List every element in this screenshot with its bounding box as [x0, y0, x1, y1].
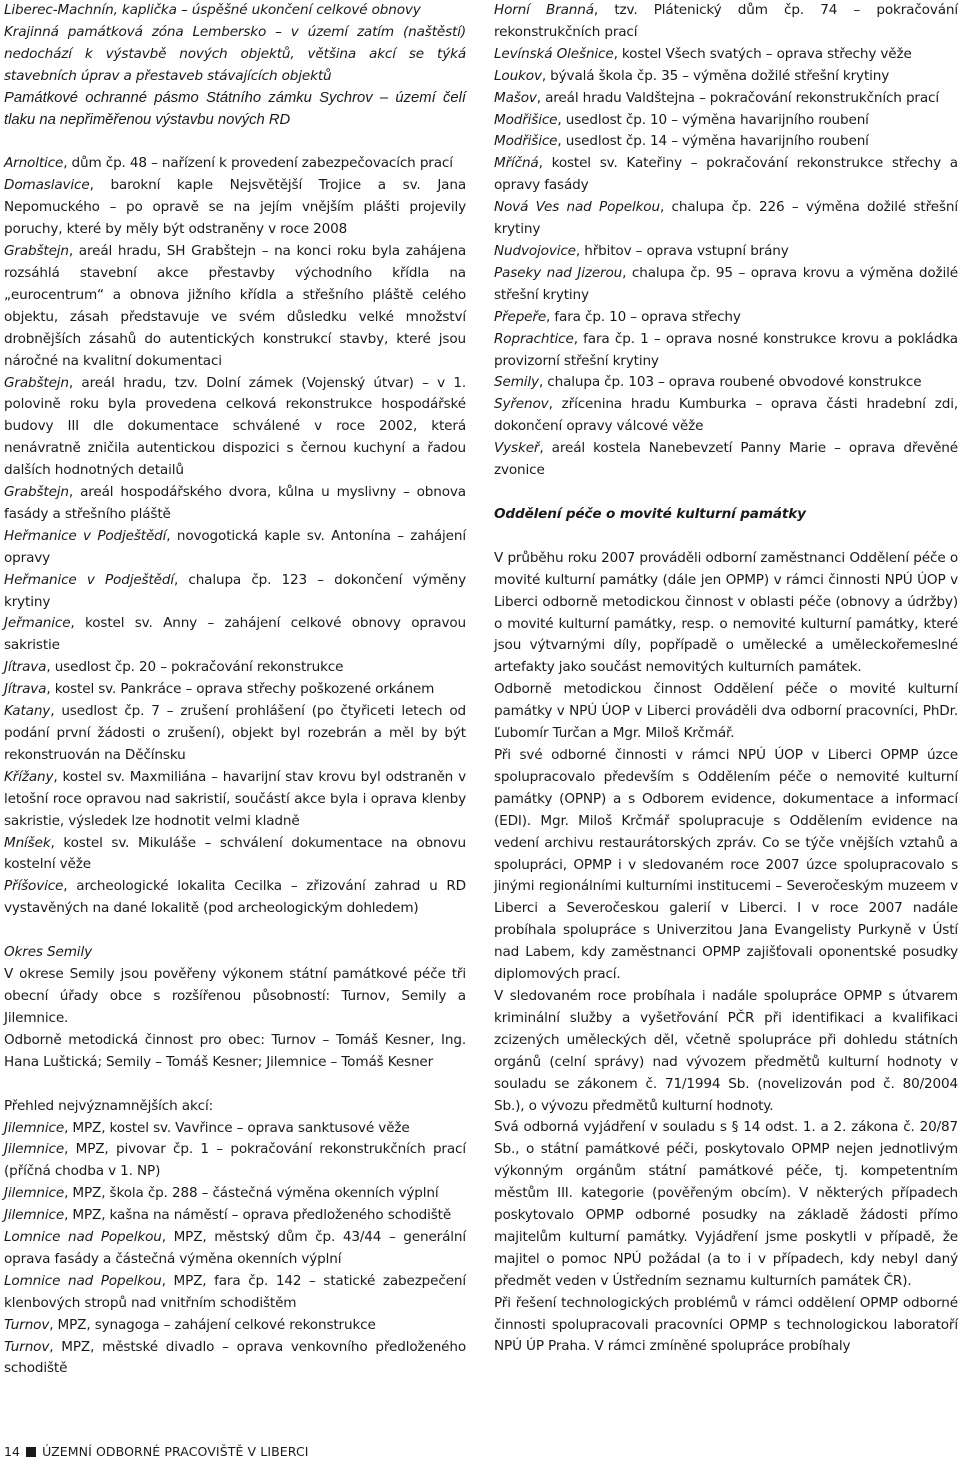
place-name: Jilemnice: [4, 1207, 65, 1224]
item-description: , kostel sv. Kateřiny – pokračování rekonstrukce střechy a opravy fasády: [494, 155, 958, 194]
place-name: Loukov: [494, 67, 542, 84]
item-description: , areál kostela Nanebevzetí Panny Marie – oprava dřevěné zvonice: [494, 440, 958, 479]
place-name: Grabštejn: [4, 374, 69, 391]
item-description: , chalupa čp. 123 – dokončení výměny krytiny: [4, 571, 467, 610]
item-description: , areál hradu Valdštejna – pokračování rekonstrukčních prací: [536, 89, 939, 106]
place-name: Arnoltice: [4, 155, 64, 172]
list-item: [4, 657, 466, 679]
item-description: , hřbitov – oprava vstupní brány: [575, 242, 789, 259]
place-name: Lomnice nad Popelkou: [4, 1272, 162, 1289]
place-name: Paseky nad Jizerou: [494, 264, 623, 281]
right-column: [494, 0, 958, 1358]
list-item: [494, 110, 958, 132]
item-description: , novogotická kaple sv. Antonína – zahájení opravy: [4, 527, 466, 566]
list-item: [4, 1271, 466, 1315]
list-item: [4, 1183, 466, 1205]
list-item: [4, 1337, 466, 1381]
place-name: Heřmanice v Podještědí: [4, 571, 174, 588]
page-number: 14: [4, 1444, 21, 1459]
list-item: [494, 307, 958, 329]
place-name: Jilemnice: [4, 1185, 65, 1202]
list-item: [4, 679, 466, 701]
place-name: Křížany: [4, 768, 54, 785]
district-paragraph: V okrese Semily jsou pověřeny výkonem státní památkové péče tři obecní úřady obce s rozšířenou působností: Turnov, Semily a Jilemnice.: [4, 966, 466, 1026]
list-item: [494, 153, 958, 197]
item-description: , chalupa čp. 103 – oprava roubené obvodové konstrukce: [538, 374, 922, 391]
place-name: Lomnice nad Popelkou: [4, 1229, 162, 1246]
list-item: [4, 153, 466, 175]
intro-line: Krajinná památková zóna Lembersko – v území zatím (naštěstí) nedochází k výstavbě nových objektů, většina akcí se týká stavebních úprav a přestaveb stávajících objektů: [4, 23, 466, 84]
monument-list: [4, 1118, 466, 1381]
item-description: , areál hradu, SH Grabštejn – na konci roku byla zahájena rozsáhlá stavební akce přestavby východního křídla na „eurocentrum“ a obnova jižního křídla a střešního pláště celého objektu, zásah představuje ve svém důsledku velké množství drobnějších zásahů do autentických konstrukcí stavby, které jsou náročné na kvalitní dokumentaci: [4, 243, 466, 369]
district-heading: Okres Semily: [4, 944, 92, 961]
list-item: [4, 1315, 466, 1337]
body-paragraph: V průběhu roku 2007 prováděli odborní zaměstnanci Oddělení péče o movité kulturní památky (dále jen OPMP) v rámci činnosti NPÚ ÚOP v Liberci odborně metodickou činnost v oblasti péče (obnovy a údržby) o movité kulturní památky, resp. o nemovité kulturní památky, které jsou výtvarnými díly, popřípadě o umělecké a uměleckořemeslné artefakty jako součást nemovitých kulturních památek.: [494, 549, 958, 676]
list-item: [4, 373, 466, 483]
list-item: [494, 263, 958, 307]
item-description: , kostel sv. Pankráce – oprava střechy poškozené orkánem: [46, 681, 435, 698]
list-item: [4, 175, 466, 241]
item-description: , usedlost čp. 10 – výměna havarijního roubení: [557, 111, 869, 128]
item-description: , bývalá škola čp. 35 – výměna dožilé střešní krytiny: [541, 67, 890, 84]
spacer: [494, 482, 958, 504]
body-paragraph: Při řešení technologických problémů v rámci oddělení OPMP odborné činnosti spolupracovali pracovníci OPMP s technologickou laboratoří NPÚ ÚP Praha. V rámci zmíněné spolupráce probíhaly: [494, 1294, 958, 1355]
item-description: , barokní kaple Nejsvětější Trojice a sv. Jana Nepomuckého – po opravě se na jejím vnějším plášti projevily poruchy, které by měly být odstraněny v roce 2008: [4, 177, 466, 238]
item-description: , kostel sv. Maxmiliána – havarijní stav krovu byl odstraněn v letošní roce opravou nad sakristií, součástí akce byla i oprava klenby sakristie, výsledek lze hodnotit velmi kladně: [4, 768, 466, 829]
monument-list: [4, 153, 466, 920]
list-item: [4, 1118, 466, 1140]
place-name: Semily: [494, 374, 539, 391]
list-item: [4, 613, 466, 657]
place-name: Horní Branná: [494, 2, 594, 18]
place-name: Jilemnice: [4, 1119, 65, 1136]
body-paragraph: V sledovaném roce probíhala i nadále spolupráce OPMP s útvarem kriminální služby a vyšetřování PČR při identifikaci a kvalifikaci zcizených uměleckých děl, včetně spolupráce při dohledu státních orgánů (celní správy) nad vývozem předmětů kulturní hodnoty v souladu se zákonem č. 71/1994 Sb. (novelizován pod č. 80/2004 Sb.), o vývozu předmětů kulturní hodnoty.: [494, 987, 958, 1114]
place-name: Syřenov: [494, 396, 549, 413]
place-name: Nová Ves nad Popelkou: [494, 199, 660, 216]
place-name: Turnov: [4, 1338, 50, 1355]
list-item: [4, 1227, 466, 1271]
place-name: Levínská Olešnice: [494, 45, 614, 62]
place-name: Mníšek: [4, 834, 51, 851]
list-item: [494, 241, 958, 263]
list-item: [494, 197, 958, 241]
item-description: , archeologické lokalita Cecilka – zřizování zahrad u RD vystavěných na dané lokalitě (pod archeologickým dohledem): [4, 878, 466, 917]
list-item: [4, 876, 466, 920]
spacer: [4, 131, 466, 153]
item-description: , chalupa čp. 226 – výměna dožilé střešní krytiny: [494, 199, 958, 238]
place-name: Příšovice: [4, 878, 64, 895]
list-item: [4, 701, 466, 767]
list-item: [4, 570, 466, 614]
place-name: Nudvojovice: [494, 242, 576, 259]
item-description: , MPZ, pivovar čp. 1 – pokračování rekonstrukčních prací (příčná chodba v 1. NP): [4, 1141, 466, 1180]
list-item: [494, 329, 958, 373]
place-name: Turnov: [4, 1316, 50, 1333]
place-name: Mašov: [494, 89, 537, 106]
place-name: Roprachtice: [494, 330, 574, 347]
place-name: Grabštejn: [4, 243, 69, 260]
list-item: [494, 88, 958, 110]
body-paragraph: Svá odborná vyjádření v souladu s § 14 odst. 1. a 2. zákona č. 20/87 Sb., o státní památkové péči, poskytovalo OPMP nejen jednotlivým výkonným orgánům státní památkové péče, tj. kompetentním městům III. kategorie (pověřeným obcím). V některých případech poskytovalo OPMP odborné posudky na základě žádosti přímo majitelům kulturní památky. Vyjádření jsme poskytli v případě, že majitel o pomoc NPÚ požádal (a to i v případech, kdy nebyl daný předmět veden v Ústředním seznamu kulturních památek ČR).: [494, 1119, 958, 1289]
list-item: [4, 767, 466, 833]
item-description: , dům čp. 48 – nařízení k provedení zabezpečovacích prací: [63, 155, 453, 172]
place-name: Modřišice: [494, 111, 558, 128]
item-description: , MPZ, městský dům čp. 43/44 – generální oprava fasády a částečná výměna okenních výplní: [4, 1229, 466, 1267]
page-footer: [4, 1444, 309, 1460]
list-item: [494, 438, 958, 482]
item-description: , zřícenina hradu Kumburka – oprava části hradební zdi, dokončení opravy válcové věže: [494, 396, 958, 435]
district-paragraph: Odborně metodická činnost pro obec: Turnov – Tomáš Kesner, Ing. Hana Luštická; Semily – Tomáš Kesner; Jilemnice – Tomáš Kesner: [4, 1031, 466, 1070]
item-description: , chalupa čp. 95 – oprava krovu a výměna dožilé střešní krytiny: [494, 264, 958, 303]
list-item: [4, 526, 466, 570]
spacer: [4, 920, 466, 942]
intro-line: Liberec-Machnín, kaplička – úspěšné ukončení celkové obnovy: [4, 2, 421, 18]
list-item: [494, 394, 958, 438]
spacer: [4, 1074, 466, 1096]
list-item: [4, 833, 466, 877]
body-paragraph: Odborně metodickou činnost Oddělení péče o movité kulturní památky v NPÚ ÚOP v Liberci prováděli dva odborní pracovníci, PhDr. Ľubomír Turčan a Mgr. Miloš Krčmář.: [494, 681, 958, 742]
list-item: [494, 44, 958, 66]
place-name: Mříčná: [494, 155, 539, 172]
item-description: , usedlost čp. 14 – výměna havarijního roubení: [557, 133, 869, 150]
left-column: [4, 0, 466, 1380]
footer-section-title: ÚZEMNÍ ODBORNÉ PRACOVIŠTĚ V LIBERCI: [42, 1444, 309, 1459]
item-description: , areál hradu, tzv. Dolní zámek (Vojenský útvar) – v 1. polovině roku byla provedena celková rekonstrukce hospodářské budovy III dle dokumentace schválené v roce 2002, která nenávratně zničila autentickou dispozici s černou kuchyní a řadou dalších hodnotných detailů: [4, 374, 466, 479]
place-name: Jeřmanice: [4, 615, 71, 632]
item-description: , MPZ, fara čp. 142 – statické zabezpečení klenbových stropů nad vnitřním schodištěm: [4, 1272, 467, 1311]
intro-line: Památkové ochranné pásmo Státního zámku Sychrov – území čelí tlaku na nepřiměřenou výstavbu nových RD: [4, 89, 466, 128]
place-name: Vyskeř: [494, 440, 540, 457]
place-name: Jilemnice: [4, 1141, 65, 1158]
place-name: Grabštejn: [4, 484, 69, 501]
item-description: , fara čp. 10 – oprava střechy: [546, 308, 741, 325]
place-name: Heřmanice v Podještědí: [4, 527, 167, 544]
place-name: Modřišice: [494, 133, 558, 150]
list-item: [494, 372, 958, 394]
item-description: , MPZ, škola čp. 288 – částečná výměna okenních výplní: [64, 1185, 439, 1202]
place-name: Liberec-Machnín: [4, 2, 114, 18]
item-description: , MPZ, městské divadlo – oprava venkovního předloženého schodiště: [4, 1338, 466, 1377]
monument-list: [494, 0, 958, 482]
list-item: [494, 0, 958, 44]
place-name: Přepeře: [494, 308, 547, 325]
place-name: Jítrava: [4, 681, 47, 698]
item-description: , kostel sv. Anny – zahájení celkové obnovy opravou sakristie: [4, 615, 466, 654]
item-description: , kostel Všech svatých – oprava střechy věže: [613, 45, 912, 62]
place-name: Jítrava: [4, 659, 47, 676]
place-name: Domaslavice: [4, 177, 90, 194]
list-item: [4, 1139, 466, 1183]
item-description: , usedlost čp. 7 – zrušení prohlášení (po čtyřiceti letech od podání první žádosti o zrušení), objekt byl rozebrán a měl by být rekonstruován na Děčínsku: [4, 703, 466, 763]
item-description: , fara čp. 1 – oprava nosné konstrukce krovu a pokládka provizorní střešní krytiny: [494, 330, 958, 369]
list-item: [4, 1205, 466, 1227]
list-item: [494, 131, 958, 153]
item-description: , MPZ, synagoga – zahájení celkové rekonstrukce: [49, 1316, 376, 1333]
list-item: [494, 66, 958, 88]
item-description: , usedlost čp. 20 – pokračování rekonstrukce: [46, 659, 344, 676]
list-item: [4, 241, 466, 372]
item-description: , MPZ, kostel sv. Vavřince – oprava sanktusové věže: [64, 1119, 410, 1136]
square-bullet-icon: [26, 1447, 36, 1457]
item-description: , tzv. Plátenický dům čp. 74 – pokračování rekonstrukčních prací: [494, 2, 958, 40]
place-name: Katany: [4, 703, 51, 720]
item-description: , kostel sv. Mikuláše – schválení dokumentace na obnovu kostelní věže: [4, 834, 466, 873]
list-item: [4, 482, 466, 526]
item-description: , areál hospodářského dvora, kůlna u myslivny – obnova fasády a střešního pláště: [4, 484, 466, 522]
section-heading: Oddělení péče o movité kulturní památky: [494, 505, 806, 522]
body-paragraph: Při své odborné činnosti v rámci NPÚ ÚOP v Liberci OPMP úzce spolupracovalo především s Oddělením péče o nemovité kulturní památky (OPNP) a s Odborem evidence, dokumentace a informací (EDI). Mgr. Miloš Krčmář spolupracuje s Oddělením evidence na vedení archivu restaurátorských zpráv. Co se týče vnějších vztahů a spolupráci, OPMP i v sledovaném roce 2007 úzce spolupracovalo s jinými regionálními kulturními institucemi – Severočeským muzeem v Liberci a Severočeskou galerií v Liberci. I v roce 2007 nadále probíhala spolupráce s Univerzitou Jana Evangelisty Purkyně v Ústí nad Labem, kdy zaměstnanci OPMP zajišťovali oponentské posudky diplomových prací.: [494, 747, 958, 983]
spacer: [494, 526, 958, 548]
overview-heading: Přehled nejvýznamnějších akcí:: [4, 1097, 214, 1114]
section-body: [494, 548, 958, 1359]
item-description: , MPZ, kašna na náměstí – oprava předloženého schodiště: [64, 1207, 452, 1224]
